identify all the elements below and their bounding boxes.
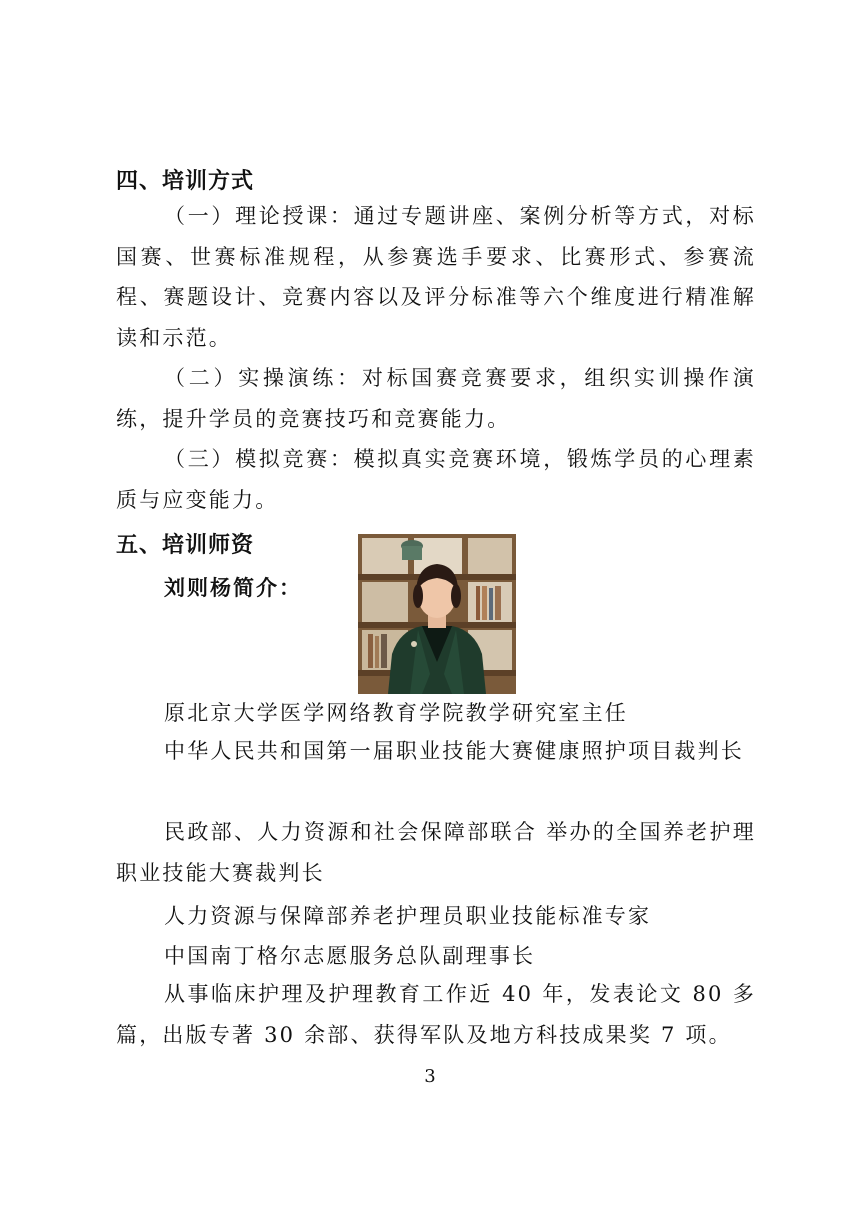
trainer-credential-5: 中国南丁格尔志愿服务总队副理事长 (164, 944, 536, 968)
section-4-heading: 四、培训方式 (116, 169, 255, 194)
paragraph-practical-drill: （二）实操演练：对标国赛竞赛要求，组织实训操作演练，提升学员的竞赛技巧和竞赛能力。 (116, 366, 756, 431)
page-number: 3 (424, 1066, 436, 1087)
trainer-credential-6: 从事临床护理及护理教育工作近 40 年，发表论文 80 多篇，出版专著 30 余部、获得军队及地方科技成果奖 7 项。 (116, 982, 756, 1047)
trainer-photo (358, 534, 516, 694)
paragraph-simulation: （三）模拟竞赛：模拟真实竞赛环境，锻炼学员的心理素质与应变能力。 (116, 447, 756, 512)
section-5-heading: 五、培训师资 (116, 533, 255, 558)
trainer-credential-1: 原北京大学医学网络教育学院教学研究室主任 (164, 701, 628, 725)
trainer-intro-label: 刘则杨简介： (164, 576, 302, 600)
trainer-credential-3: 民政部、人力资源和社会保障部联合 举办的全国养老护理职业技能大赛裁判长 (116, 820, 756, 885)
paragraph-theory-lecture: （一）理论授课：通过专题讲座、案例分析等方式，对标国赛、世赛标准规程，从参赛选手要求、比赛形式、参赛流程、赛题设计、竞赛内容以及评分标准等六个维度进行精准解读和示范。 (116, 204, 756, 350)
trainer-credential-4: 人力资源与保障部养老护理员职业技能标准专家 (164, 904, 652, 928)
trainer-credential-2: 中华人民共和国第一届职业技能大赛健康照护项目裁判长 (164, 739, 744, 763)
